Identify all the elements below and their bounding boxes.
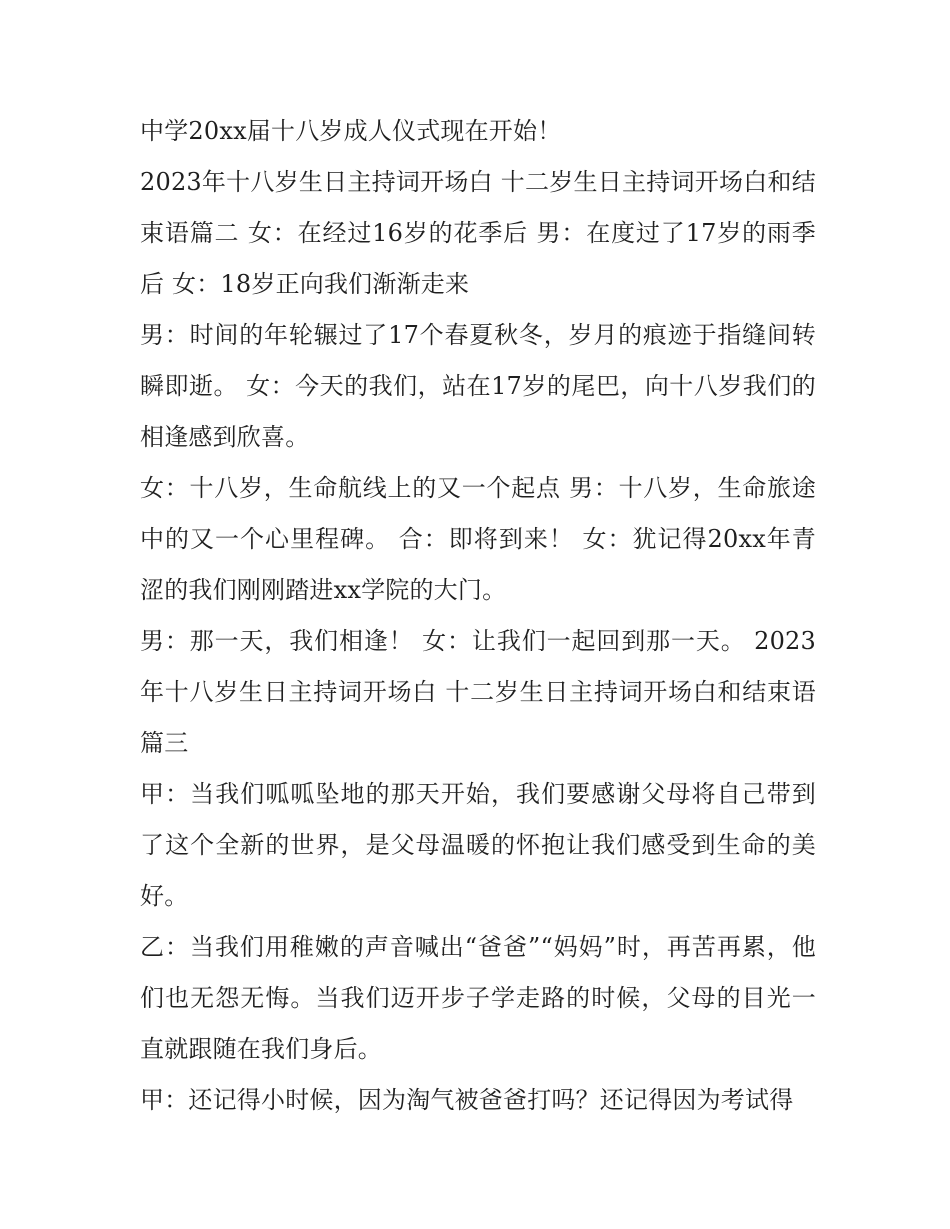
- document-body: [140, 106, 816, 1126]
- paragraph: 男：那一天，我们相逢！ 女：让我们一起回到那一天。 2023年十八岁生日主持词开场白 十二岁生日主持词开场白和结束语篇三: [140, 627, 816, 757]
- paragraph: 2023年十八岁生日主持词开场白 十二岁生日主持词开场白和结束语篇二 女：在经过16岁的花季后 男：在度过了17岁的雨季后 女：18岁正向我们渐渐走来: [140, 168, 816, 298]
- paragraph: 女：十八岁，生命航线上的又一个起点 男：十八岁，生命旅途中的又一个心里程碑。 合：即将到来！ 女：犹记得20xx年青涩的我们刚刚踏进xx学院的大门。: [140, 474, 816, 604]
- paragraph: 甲：当我们呱呱坠地的那天开始，我们要感谢父母将自己带到了这个全新的世界，是父母温暖的怀抱让我们感受到生命的美好。: [140, 780, 816, 910]
- paragraph: 乙：当我们用稚嫩的声音喊出“爸爸”“妈妈”时，再苦再累，他们也无怨无悔。当我们迈开步子学走路的时候，父母的目光一直就跟随在我们身后。: [140, 933, 816, 1063]
- paragraph: 男：时间的年轮辗过了17个春夏秋冬，岁月的痕迹于指缝间转瞬即逝。 女：今天的我们，站在17岁的尾巴，向十八岁我们的相逢感到欣喜。: [140, 321, 816, 451]
- paragraph: 甲：还记得小时候，因为淘气被爸爸打吗？还记得因为考试得: [140, 1086, 794, 1114]
- paragraph: 中学20xx届十八岁成人仪式现在开始！: [140, 117, 562, 145]
